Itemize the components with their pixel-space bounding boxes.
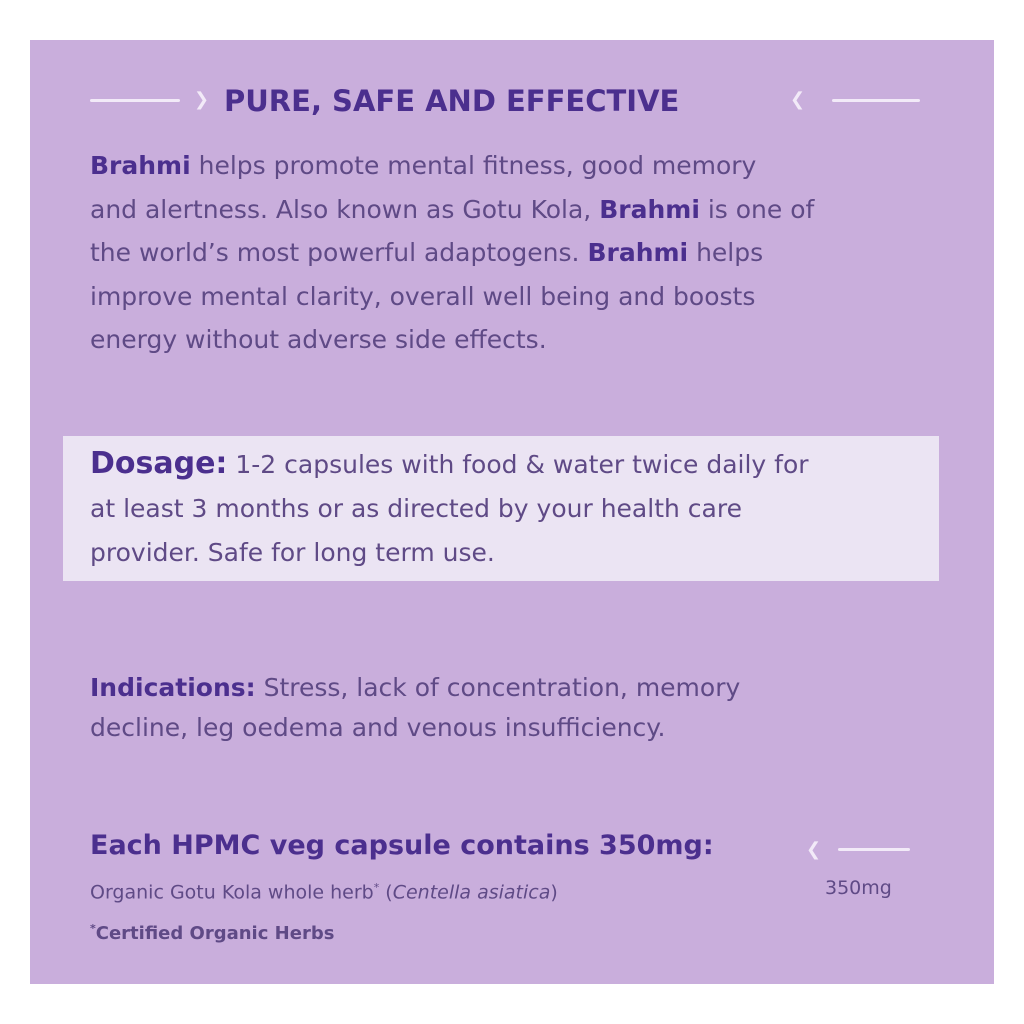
dosage-label: Dosage: bbox=[90, 446, 228, 481]
ingredient-latin: Centella asiatica bbox=[392, 881, 551, 904]
dosage-paragraph: Dosage: 1-2 capsules with food & water twice daily for at least 3 months or as directed by your health care provider. Safe for long term use. bbox=[90, 446, 809, 567]
capsule-rule bbox=[838, 848, 910, 851]
header-title: PURE, SAFE AND EFFECTIVE bbox=[224, 84, 680, 118]
footnote: *Certified Organic Herbs bbox=[90, 922, 335, 944]
brand-name: Brahmi bbox=[599, 194, 700, 224]
brand-name: Brahmi bbox=[90, 151, 191, 180]
label-panel bbox=[30, 40, 994, 984]
intro-paragraph: Brahmi helps promote mental fitness, good memory and alertness. Also known as Gotu Kola, Brahmi is one of the world’s most powerful adaptogens. Brahmi helps improve mental clarity, overall well being and boosts energy without adverse side effects. bbox=[90, 151, 815, 354]
brand-name: Brahmi bbox=[587, 238, 689, 267]
capsule-title: Each HPMC veg capsule contains 350mg: bbox=[90, 830, 714, 861]
leaf-arrow-right-icon: ❯ bbox=[194, 89, 210, 110]
header-rule-right bbox=[832, 99, 920, 102]
ingredient-name: Organic Gotu Kola whole herb* (Centella asiatica) bbox=[90, 881, 558, 904]
ingredient-amount: 350mg bbox=[825, 877, 892, 899]
section-header bbox=[90, 82, 910, 122]
leaf-arrow-left-icon: ❮ bbox=[790, 89, 806, 110]
indications-paragraph: Indications: Stress, lack of concentration, memory decline, leg oedema and venous insufficiency. bbox=[90, 673, 741, 742]
header-rule-left bbox=[90, 99, 180, 102]
indications-label: Indications: bbox=[90, 673, 256, 702]
leaf-arrow-left-icon: ❮ bbox=[806, 839, 822, 860]
